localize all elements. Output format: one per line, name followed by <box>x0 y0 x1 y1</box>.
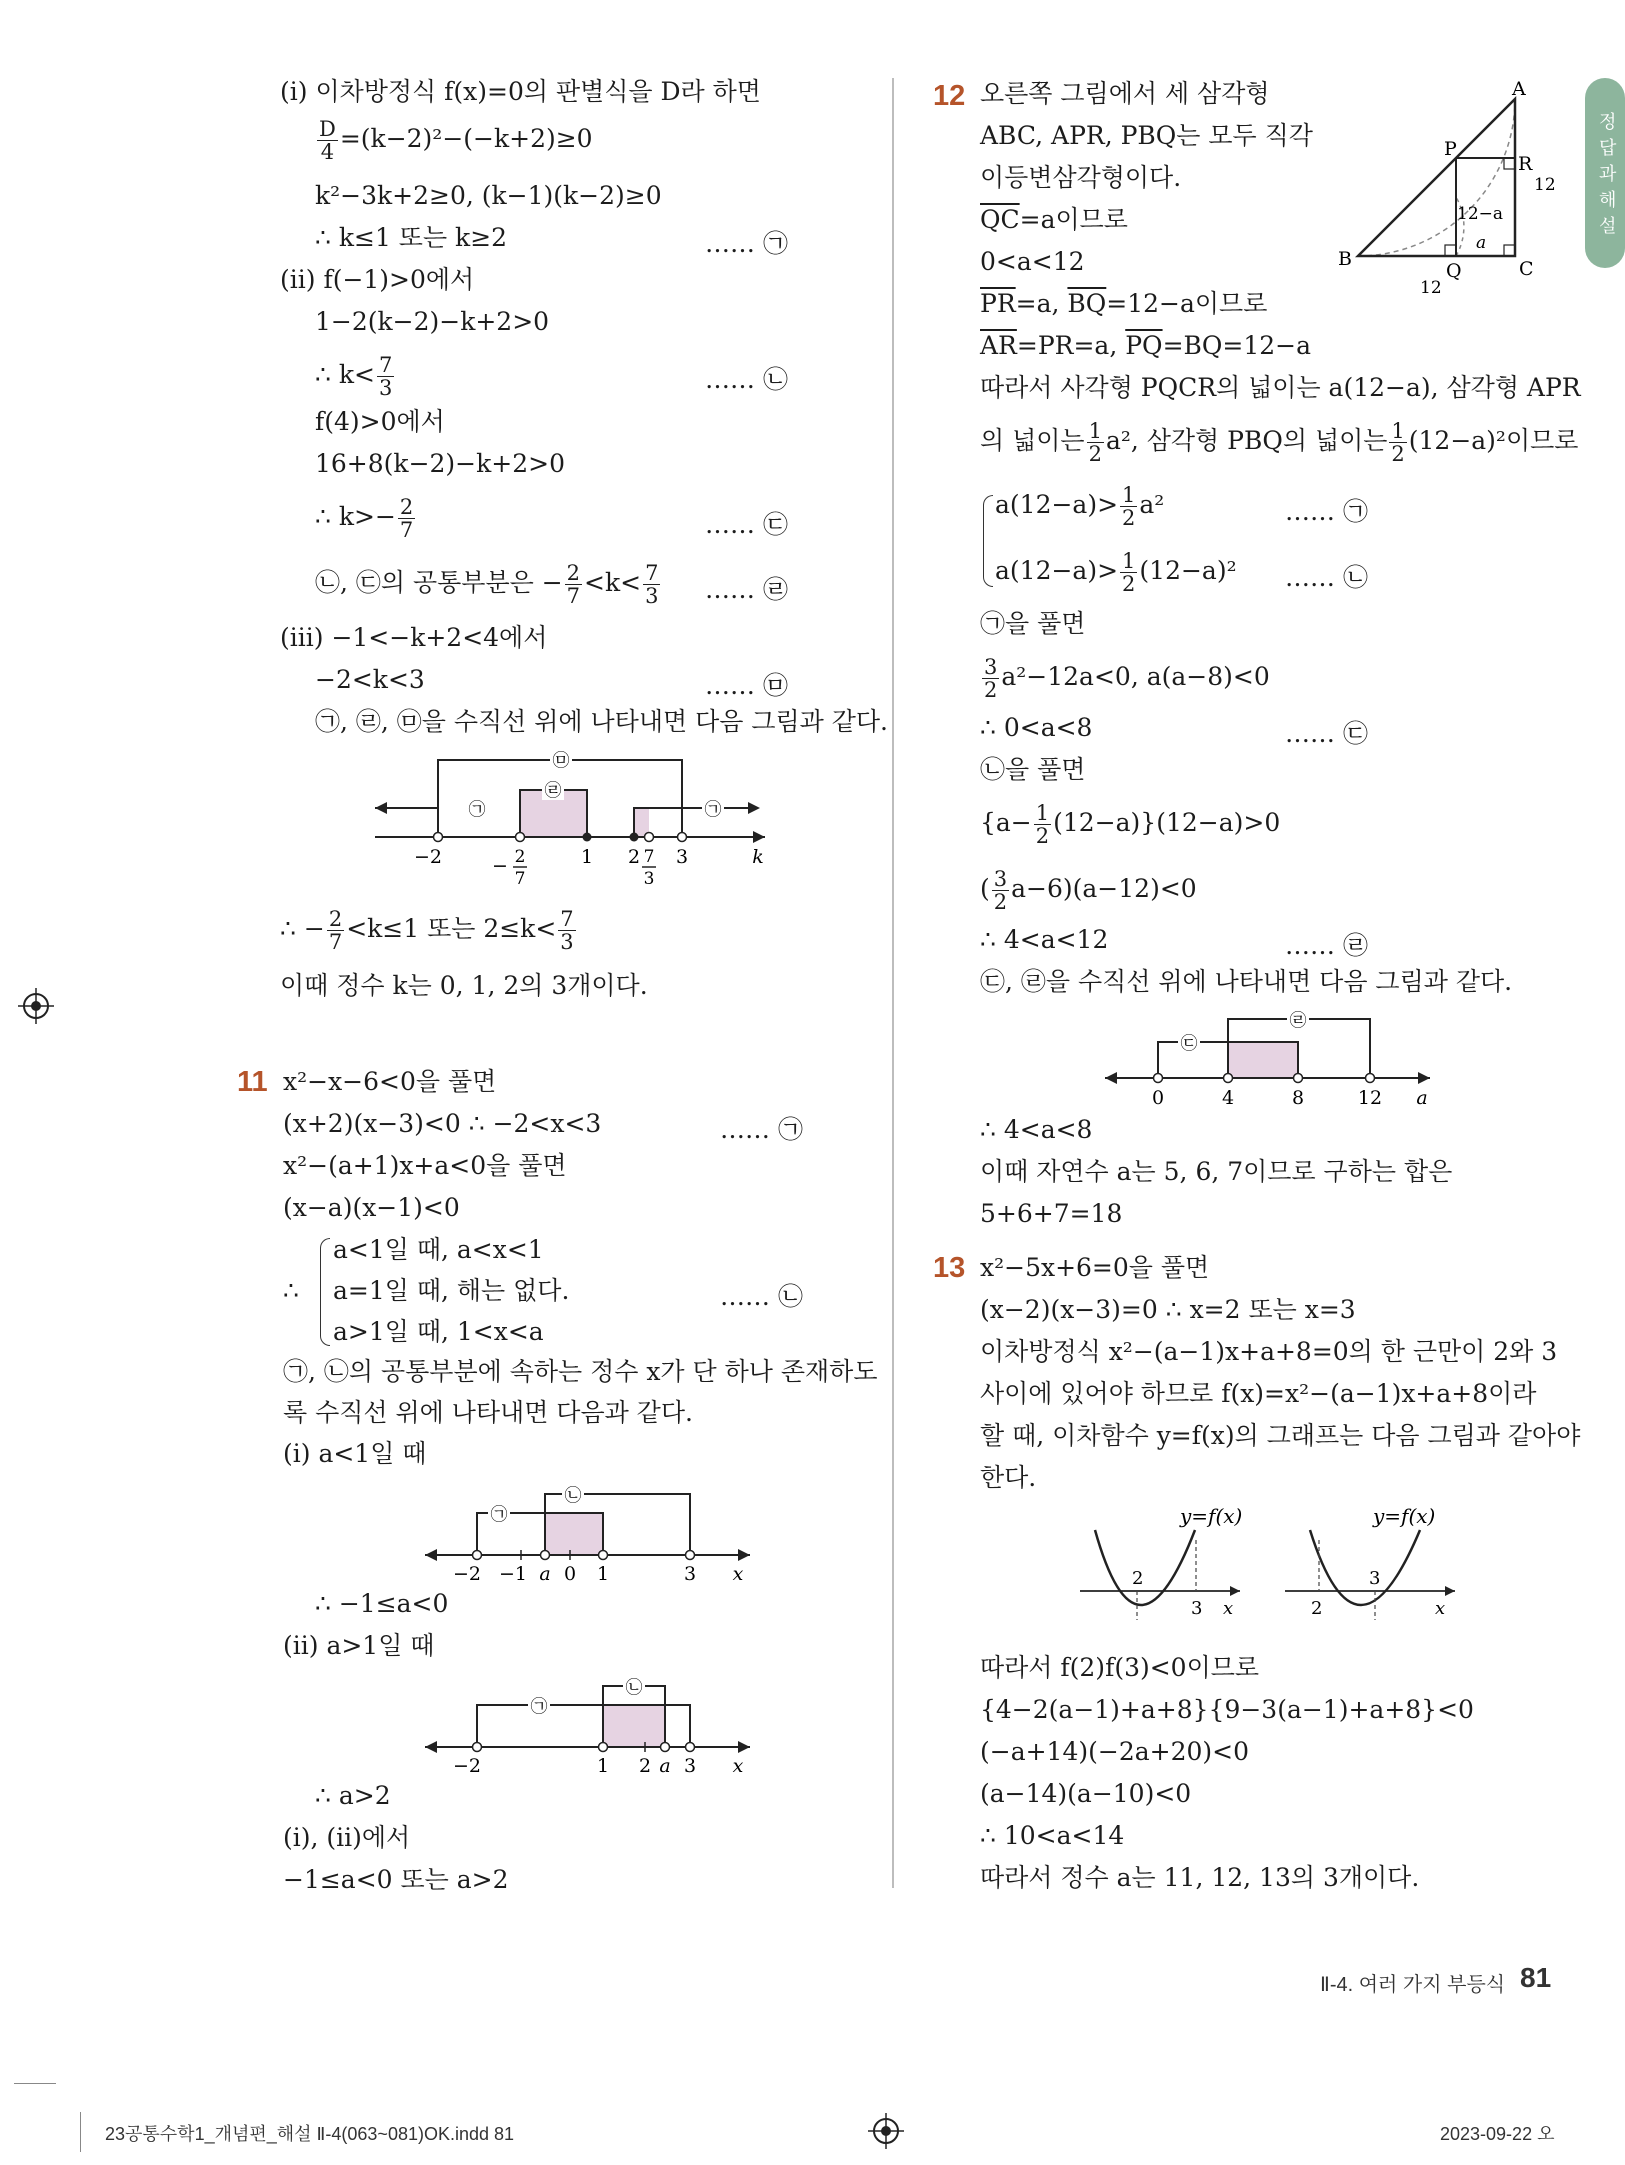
text-line: 한다. <box>980 1463 1037 1492</box>
circle-label: ㉡ <box>625 1678 643 1698</box>
graph-label: y=f(x) <box>1180 1504 1243 1528</box>
text-line: ∴ 0<a<8 <box>980 713 1093 742</box>
text-line: k²−3k+2≥0, (k−1)(k−2)≥0 <box>315 181 662 210</box>
diagram-label: C <box>1519 258 1534 280</box>
registration-mark-icon <box>18 988 54 1024</box>
graph-label: 3 <box>1369 1568 1381 1589</box>
file-info: 23공통수학1_개념편_해설 Ⅱ-4(063~081)OK.indd 81 <box>105 2124 515 2144</box>
tick-label: 3 <box>683 1563 697 1585</box>
column-divider <box>892 78 894 1888</box>
circle-label: ㉠ <box>468 800 486 820</box>
text-line: 이때 자연수 a는 5, 6, 7이므로 구하는 합은 <box>980 1157 1453 1186</box>
text-line: f(4)>0에서 <box>315 407 445 436</box>
fraction: $\frac{1}{2}$ <box>1088 419 1102 467</box>
tick-label: 1 <box>580 846 594 868</box>
text-line: ㉡을 풀면 <box>980 755 1086 784</box>
text-line: ∴ 4<a<8 <box>980 1115 1093 1144</box>
text-line: 16+8(k−2)−k+2>0 <box>315 449 565 478</box>
text-line: ㉠을 풀면 <box>980 609 1086 638</box>
text-line: 의 넓이는 $\frac{1}{2}$ a², 삼각형 PBQ의 넓이는 $\frac{1}{2}$ (12−a)²이므로 <box>980 419 1579 467</box>
text-line: (ii) f(−1)>0에서 <box>280 265 475 294</box>
tick-label: a <box>1416 1087 1428 1109</box>
triangle-diagram <box>1330 78 1560 308</box>
graph-label: 3 <box>1191 1598 1203 1619</box>
text-line: 할 때, 이차함수 y=f(x)의 그래프는 다음 그림과 같아야 <box>980 1421 1581 1450</box>
text-line: −1≤a<0 또는 a>2 <box>283 1865 509 1894</box>
text-line: ∴ <box>283 1276 299 1305</box>
fraction: $\frac{3}{2}$ <box>993 867 1008 915</box>
text-line: (x+2)(x−3)<0 ∴ −2<x<3 <box>283 1109 602 1138</box>
tag: …… ㉢ <box>705 510 788 539</box>
diagram-label: 12 <box>1420 278 1442 298</box>
fraction: $\frac{3}{2}$ <box>984 655 998 703</box>
text-line: x²−x−6<0을 풀면 <box>283 1067 497 1096</box>
text-line: a=1일 때, 해는 없다. <box>333 1276 570 1305</box>
crop-mark <box>80 2112 81 2152</box>
text-line: ∴ a>2 <box>315 1781 391 1810</box>
fraction: $\frac{7}{3}$ <box>378 353 393 401</box>
text-line: 이때 정수 k는 0, 1, 2의 3개이다. <box>280 971 648 1000</box>
text-line: (a−14)(a−10)<0 <box>980 1779 1192 1808</box>
circle-label: ㉡ <box>564 1486 582 1506</box>
text-line: (−a+14)(−2a+20)<0 <box>980 1737 1249 1766</box>
tick-label: a <box>539 1563 551 1585</box>
text-line: ∴ − $\frac{2}{7}$ <k≤1 또는 2≤k< $\frac{7}{3}$ <box>280 907 574 955</box>
tick-label: 1 <box>596 1563 610 1585</box>
tick-label: −2 <box>452 1563 482 1585</box>
circle-label: ㉠ <box>704 800 722 820</box>
page-number: 81 <box>1520 1962 1552 1993</box>
section-footer: Ⅱ-4. 여러 가지 부등식 <box>1320 1974 1506 1996</box>
text-line: (i), (ii)에서 <box>283 1823 411 1852</box>
tick-label: 7 <box>514 869 526 889</box>
tick-label: −2 <box>452 1755 482 1777</box>
problem-number: 11 <box>237 1066 268 1098</box>
circle-label: ㉠ <box>530 1697 548 1717</box>
print-date: 2023-09-22 오 <box>1440 2124 1555 2144</box>
side-tab-label: 정답과 해설 <box>1599 112 1617 236</box>
number-line-2 <box>420 1480 760 1585</box>
tag: …… ㉠ <box>720 1115 803 1144</box>
diagram-label: a <box>1476 233 1487 253</box>
tick-label: 1 <box>596 1755 610 1777</box>
text-line: {a− $\frac{1}{2}$ (12−a)}(12−a)>0 <box>980 801 1281 849</box>
tick-label: a <box>659 1755 671 1777</box>
circle-label: ㉢ <box>1180 1034 1198 1054</box>
text-line: ∴ −1≤a<0 <box>315 1589 449 1618</box>
text-line: 따라서 정수 a는 11, 12, 13의 3개이다. <box>980 1863 1420 1892</box>
tag: …… ㉢ <box>1285 719 1368 748</box>
fraction: $\frac{1}{2}$ <box>1391 419 1405 467</box>
diagram-label: 12−a <box>1457 204 1504 224</box>
text-line: ABC, APR, PBQ는 모두 직각 <box>980 121 1313 150</box>
brace <box>320 1238 330 1346</box>
text-line: ㉡, ㉢의 공통부분은 − $\frac{2}{7}$ <k< $\frac{7}{3}$ <box>315 561 659 609</box>
text-line: $\frac{3}{2}$ a²−12a<0, a(a−8)<0 <box>984 655 1270 703</box>
tag: …… ㉠ <box>1285 497 1368 526</box>
tag: …… ㉣ <box>705 575 788 604</box>
text-line: ∴ k>− $\frac{2}{7}$ <box>315 495 414 543</box>
problem-number: 13 <box>933 1252 966 1284</box>
text-line: −2<k<3 <box>315 665 425 694</box>
registration-mark-icon <box>868 2113 904 2149</box>
fraction: $\frac{1}{2}$ <box>1122 549 1136 597</box>
number-line-4 <box>1100 1005 1440 1109</box>
text-line: a(12−a)> $\frac{1}{2}$ (12−a)² <box>995 549 1237 597</box>
graph-label: 2 <box>1132 1568 1144 1589</box>
fraction: $\frac{7}{3}$ <box>560 907 574 955</box>
text-line: ( $\frac{3}{2}$ a−6)(a−12)<0 <box>980 867 1197 915</box>
text-line: 사이에 있어야 하므로 f(x)=x²−(a−1)x+a+8이라 <box>980 1379 1537 1408</box>
text-line: 5+6+7=18 <box>980 1199 1123 1228</box>
tag: …… ㉤ <box>705 671 788 700</box>
graph-label: x <box>1435 1598 1446 1619</box>
text-line: a(12−a)> $\frac{1}{2}$ a² <box>995 483 1165 531</box>
text-line: ∴ k< $\frac{7}{3}$ <box>315 353 393 401</box>
text-line: 0<a<12 <box>980 247 1085 276</box>
tick-label: 7 <box>643 847 655 867</box>
fraction: $\frac{2}{7}$ <box>328 907 343 955</box>
text-line: 이등변삼각형이다. <box>980 163 1182 192</box>
problem-number: 12 <box>933 80 966 112</box>
text-line: 오른쪽 그림에서 세 삼각형 <box>980 79 1270 108</box>
text-line: 따라서 사각형 PQCR의 넓이는 a(12−a), 삼각형 APR <box>980 373 1581 402</box>
text-line: x²−5x+6=0을 풀면 <box>980 1253 1210 1282</box>
diagram-label: R <box>1518 153 1533 175</box>
text-line: (x−2)(x−3)=0 ∴ x=2 또는 x=3 <box>980 1295 1356 1324</box>
diagram-label: 12 <box>1534 175 1556 195</box>
text-line: a>1일 때, 1<x<a <box>333 1317 544 1346</box>
tag: …… ㉡ <box>720 1282 803 1311</box>
tag: …… ㉡ <box>1285 563 1368 592</box>
text-line: ∴ 4<a<12 <box>980 925 1109 954</box>
fraction: $\frac{1}{2}$ <box>1122 483 1136 531</box>
text-line: (ii) a>1일 때 <box>283 1631 435 1660</box>
circle-label: ㉣ <box>1289 1011 1307 1031</box>
tick-label: x <box>732 1755 744 1777</box>
graph-label: 2 <box>1311 1598 1323 1619</box>
fraction: $\frac{2}{7}$ <box>566 561 581 609</box>
crop-mark <box>14 2083 56 2084</box>
tag: …… ㉠ <box>705 229 788 258</box>
text-line: ∴ k≤1 또는 k≥2 <box>315 223 508 252</box>
text-line: 따라서 f(2)f(3)<0이므로 <box>980 1653 1260 1682</box>
text-line: (i) 이차방정식 f(x)=0의 판별식을 D라 하면 <box>280 77 761 106</box>
fraction: $\frac{7}{3}$ <box>645 561 659 609</box>
tick-label: 3 <box>683 1755 697 1777</box>
tick-label: 4 <box>1221 1087 1235 1109</box>
side-tab[interactable] <box>1585 78 1625 268</box>
number-line-1 <box>370 745 780 895</box>
fraction: $\frac{2}{7}$ <box>399 495 414 543</box>
tick-label: 0 <box>563 1563 577 1585</box>
circle-label: ㉠ <box>490 1505 508 1525</box>
diagram-label: P <box>1444 138 1457 160</box>
tick-label: 8 <box>1291 1087 1305 1109</box>
text-line: a<1일 때, a<x<1 <box>333 1235 544 1264</box>
tick-label: 12 <box>1357 1087 1383 1109</box>
text-line: (x−a)(x−1)<0 <box>283 1193 460 1222</box>
text-line: $\frac{D}{4}$ =(k−2)²−(−k+2)≥0 <box>319 117 593 165</box>
circle-label: ㉤ <box>552 751 570 771</box>
diagram-label: Q <box>1446 260 1462 282</box>
text-line: ㉠, ㉣, ㉤을 수직선 위에 나타내면 다음 그림과 같다. <box>315 707 888 736</box>
tick-label: k <box>752 846 764 868</box>
text-line: 이차방정식 x²−(a−1)x+a+8=0의 한 근만이 2와 3 <box>980 1337 1558 1366</box>
fraction: $\frac{D}{4}$ <box>319 117 336 165</box>
text-line: 1−2(k−2)−k+2>0 <box>315 307 550 336</box>
tick-label: −1 <box>498 1563 528 1585</box>
text-line: 록 수직선 위에 나타내면 다음과 같다. <box>283 1398 693 1427</box>
tick-label: 2 <box>627 846 641 868</box>
diagram-label: B <box>1338 248 1352 270</box>
text-line: ㉠, ㉡의 공통부분에 속하는 정수 x가 단 하나 존재하도 <box>283 1357 878 1386</box>
tick-label: 3 <box>675 846 689 868</box>
text-line: $\overline{AR}=PR=a$, $\overline{PQ}=BQ=12-a$ <box>980 331 1312 360</box>
tick-label: 2 <box>514 847 526 867</box>
text-line: $\overline{QC}=a$이므로 <box>980 205 1128 234</box>
diagram-label: A <box>1512 78 1526 100</box>
brace <box>983 495 993 587</box>
text-line: $\overline{PR}=a$, $\overline{BQ}=12-a$이므로 <box>980 289 1268 318</box>
svg-text:−: − <box>492 855 508 877</box>
graph-label: y=f(x) <box>1373 1504 1436 1528</box>
number-line-3 <box>420 1672 760 1777</box>
graph-label: x <box>1223 1598 1234 1619</box>
tick-label: −2 <box>413 846 443 868</box>
text-line: (i) a<1일 때 <box>283 1439 427 1468</box>
text-line: ∴ 10<a<14 <box>980 1821 1125 1850</box>
tick-label: 0 <box>1151 1087 1165 1109</box>
tick-label: 2 <box>638 1755 652 1777</box>
tick-label: x <box>732 1563 744 1585</box>
tick-label: 3 <box>643 869 655 889</box>
parabola-graphs <box>1075 1500 1475 1640</box>
text-line: {4−2(a−1)+a+8}{9−3(a−1)+a+8}<0 <box>980 1695 1474 1724</box>
circle-label: ㉣ <box>544 781 562 801</box>
text-line: ㉢, ㉣을 수직선 위에 나타내면 다음 그림과 같다. <box>980 967 1513 996</box>
tag: …… ㉣ <box>1285 931 1368 960</box>
text-line: (iii) −1<−k+2<4에서 <box>280 623 548 652</box>
fraction: $\frac{1}{2}$ <box>1035 801 1050 849</box>
tag: …… ㉡ <box>705 365 788 394</box>
text-line: x²−(a+1)x+a<0을 풀면 <box>283 1151 567 1180</box>
